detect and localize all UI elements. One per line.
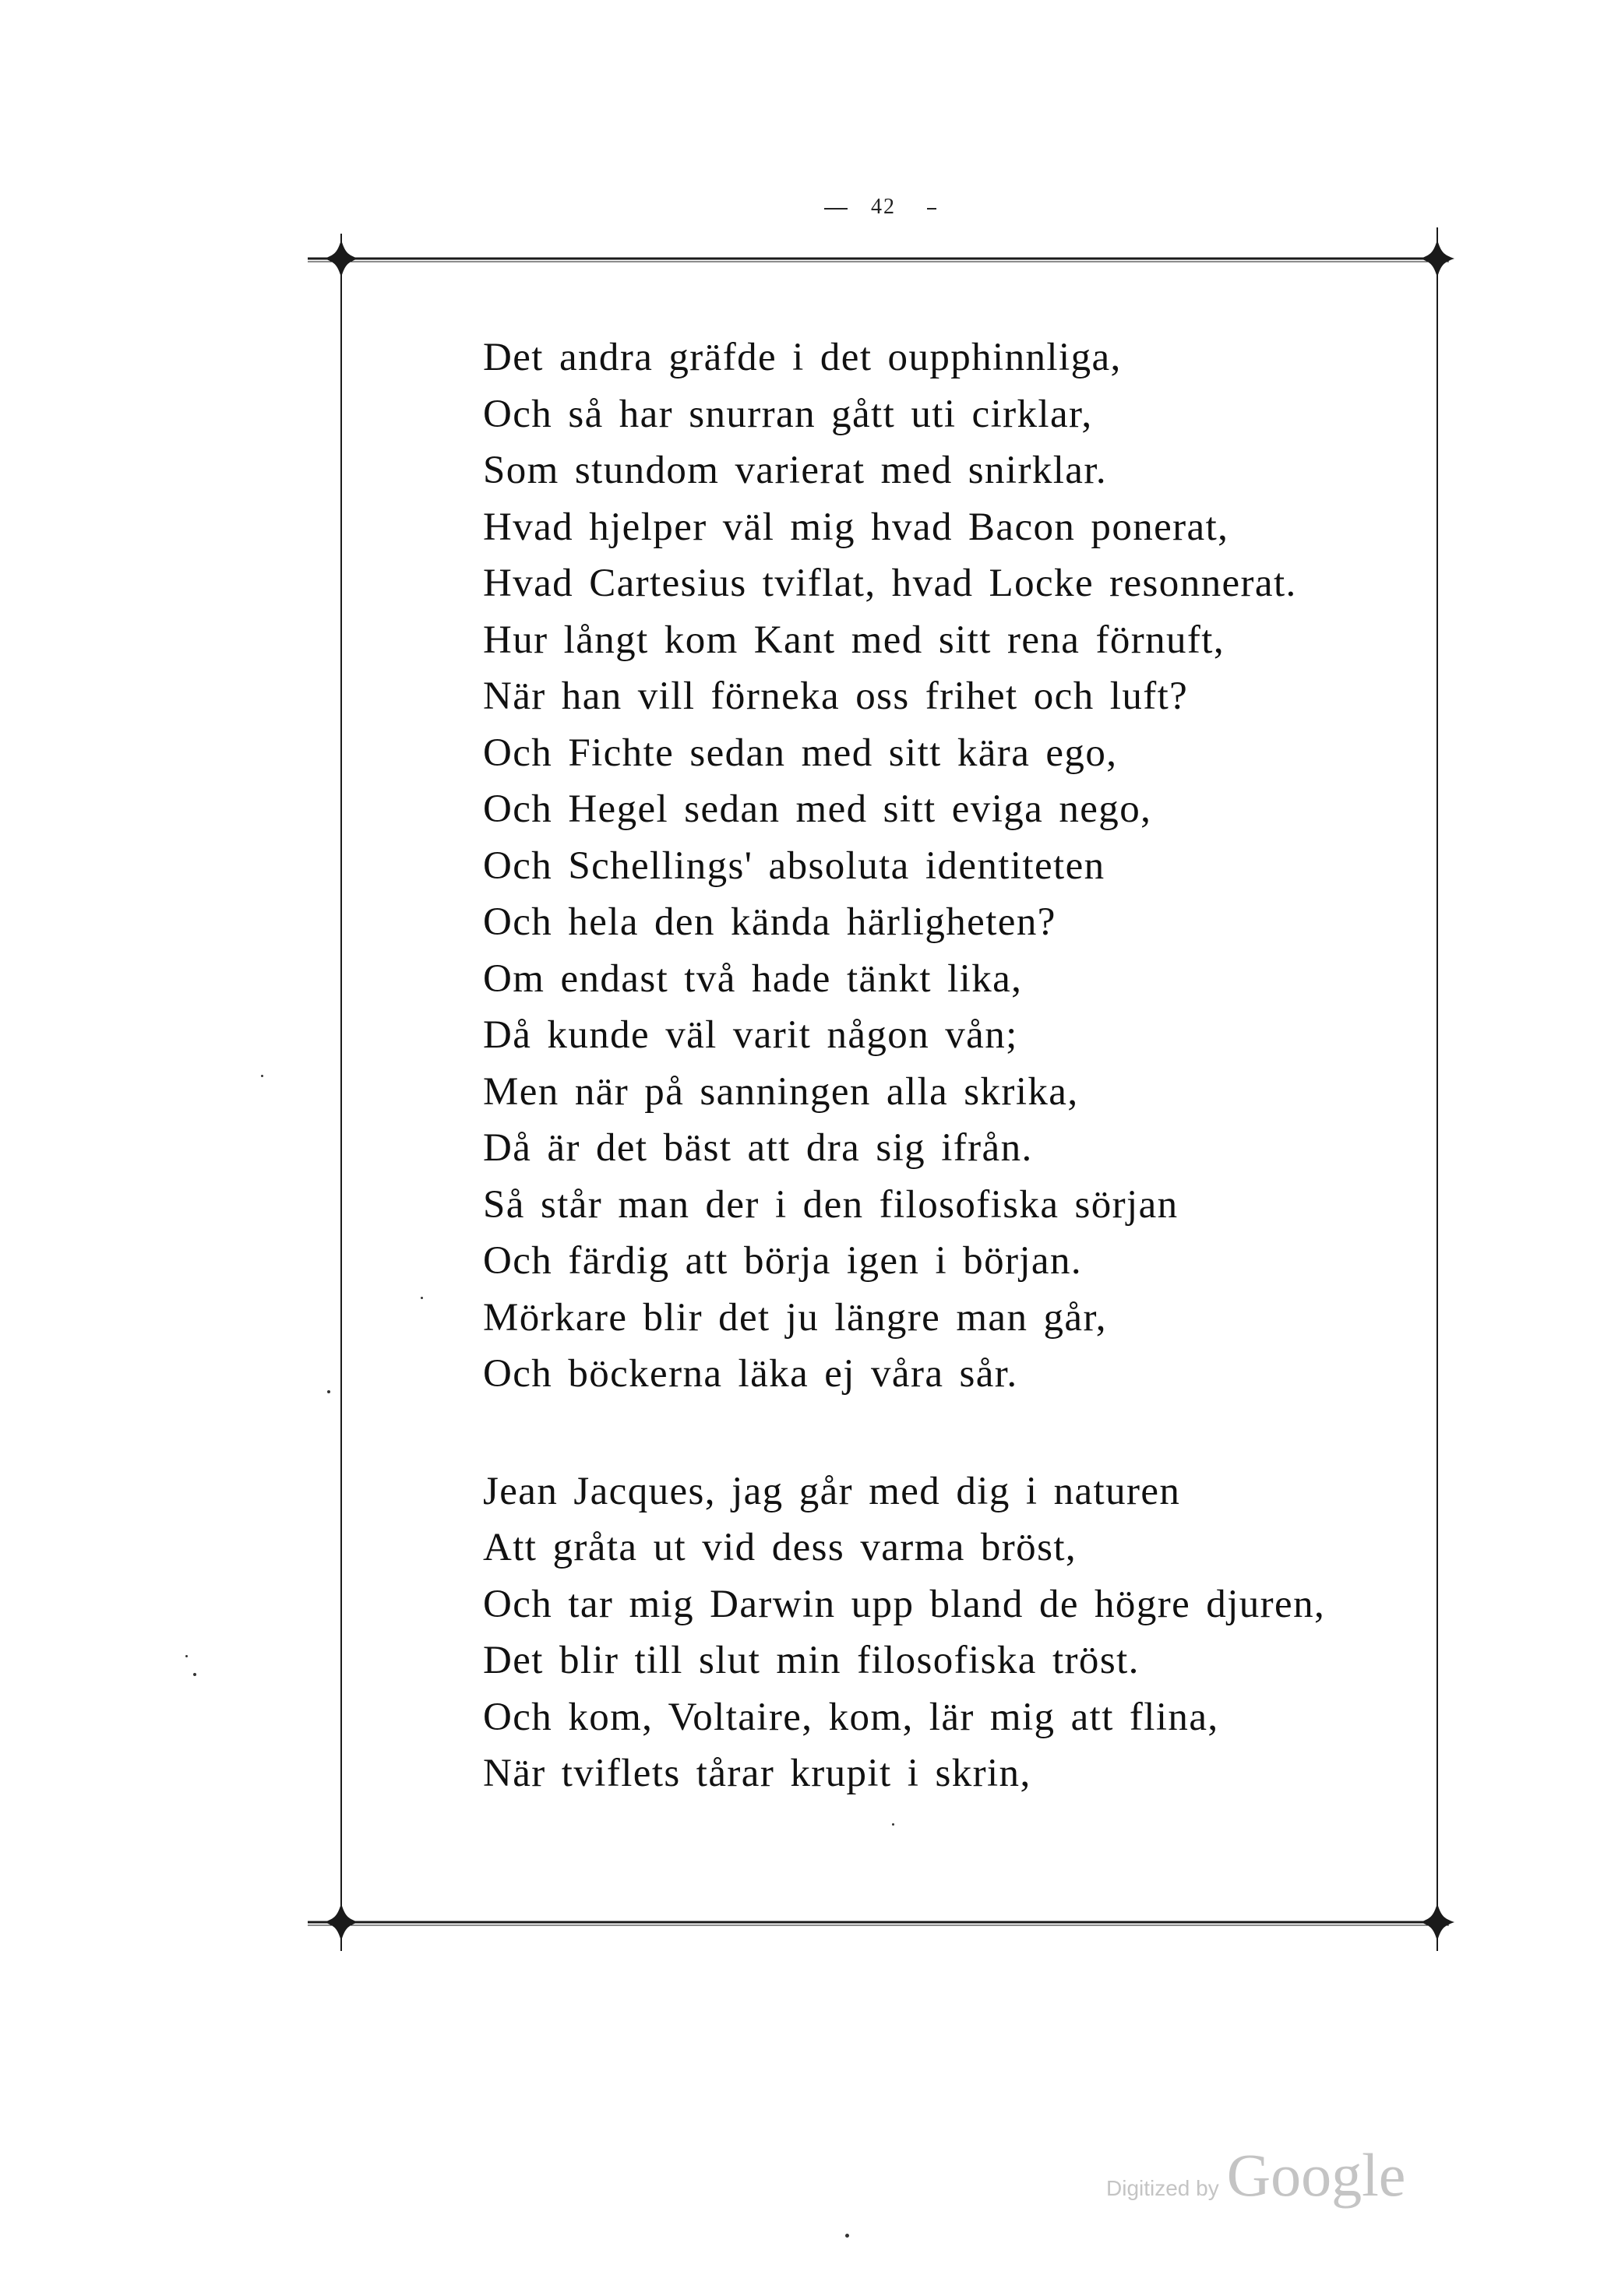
- poem-line: Och tar mig Darwin upp bland de högre djuren,: [483, 1582, 1326, 1626]
- poem-stanza: [483, 329, 1371, 1403]
- poem-line: Jean Jacques, jag går med dig i naturen: [483, 1469, 1181, 1513]
- poem-line: Som stundom varierat med snirklar.: [483, 449, 1108, 492]
- frame-corner-ornament-top-right: [1420, 240, 1454, 277]
- poem-line: Då kunde väl varit någon vån;: [483, 1013, 1018, 1057]
- watermark-brand: Google: [1226, 2141, 1406, 2209]
- poem-line: Men när på sanningen alla skrika,: [483, 1069, 1079, 1114]
- scan-speck: [421, 1297, 423, 1299]
- poem-line: När han vill förneka oss frihet och luft?: [483, 674, 1189, 718]
- poem-line: Att gråta ut vid dess varma bröst,: [483, 1526, 1077, 1569]
- scan-speck: [327, 1390, 330, 1393]
- poem-line: Om endast två hade tänkt lika,: [483, 956, 1023, 1001]
- poem-line: Och färdig att börja igen i början.: [483, 1239, 1083, 1283]
- poem-line: Hvad Cartesius tviflat, hvad Locke resonnerat.: [483, 562, 1297, 605]
- poem-line: Hur långt kom Kant med sitt rena förnuft,: [483, 618, 1225, 662]
- frame-corner-ornament-bottom-right: [1420, 1903, 1454, 1941]
- poem-line: Och kom, Voltaire, kom, lär mig att flina,: [483, 1695, 1219, 1739]
- poem-stanza: [483, 1463, 1371, 1802]
- scan-speck: [892, 1823, 894, 1826]
- scan-speck: [185, 1655, 188, 1657]
- poem-line: Och böckerna läka ej våra sår.: [483, 1352, 1018, 1396]
- poem-line: Och Fichte sedan med sitt kära ego,: [483, 731, 1118, 775]
- poem-line: Så står man der i den filosofiska sörjan: [483, 1182, 1179, 1227]
- scan-speck: [845, 2234, 849, 2238]
- scan-speck: [261, 1075, 263, 1077]
- frame-corner-ornament-top-left: [324, 240, 358, 277]
- poem-line: Mörkare blir det ju längre man går,: [483, 1295, 1107, 1340]
- poem-line: Det andra gräfde i det oupphinnliga,: [483, 336, 1122, 379]
- digitized-by-watermark: [1106, 2140, 1433, 2210]
- page-number: 42: [871, 195, 896, 219]
- frame-corner-ornament-bottom-left: [324, 1903, 358, 1941]
- poem-line: Då är det bäst att dra sig ifrån.: [483, 1126, 1033, 1170]
- watermark-prefix: Digitized by: [1106, 2176, 1219, 2200]
- poem-line: Och hela den kända härligheten?: [483, 900, 1056, 944]
- poem-line: När tviflets tårar krupit i skrin,: [483, 1752, 1031, 1795]
- poem-line: Och Schellings' absoluta identiteten: [483, 843, 1105, 888]
- poem-line: Och Hegel sedan med sitt eviga nego,: [483, 787, 1152, 831]
- poem-line: Det blir till slut min filosofiska tröst.: [483, 1639, 1140, 1682]
- poem-line: Hvad hjelper väl mig hvad Bacon ponerat,: [483, 505, 1229, 549]
- scan-speck: [193, 1673, 196, 1676]
- poem-line: Och så har snurran gått uti cirklar,: [483, 392, 1093, 436]
- poem-body: [483, 329, 1371, 1802]
